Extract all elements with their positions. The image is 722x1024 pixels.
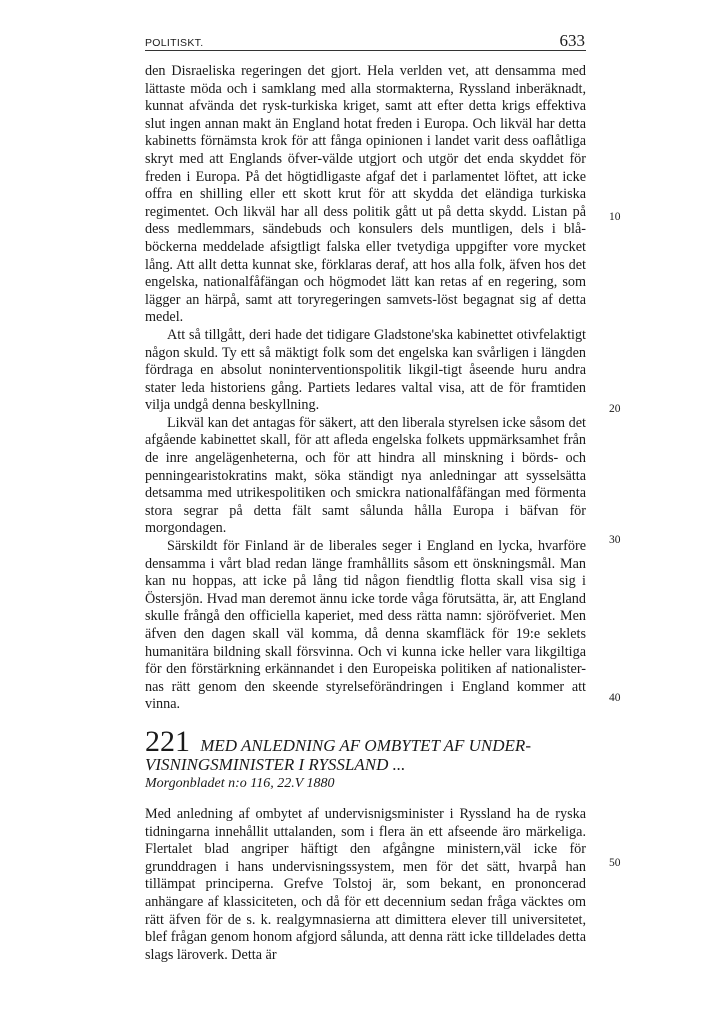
paragraph: Att så tillgått, deri hade det tidigare Gladstone'ska kabinettet otivfelaktigt någon skuld. Ty ett så mäktigt folk som det engelska kan svårligen i längden fördraga en absolut noninterventionspolitik likgil-tigt åseende huru andra stater leda historiens gång. Partiets ledares valtal visa, att de för framtiden vilja undgå denna beskyllning. [145, 326, 586, 414]
paragraph: Likväl kan det antagas för säkert, att den liberala styrelsen icke såsom det afgående kabinettet skall, för att afleda engelska folkets uppmärksamhet från de inre angelägenheterna, och för att hindra all minskning i börds- och penningearistokratins makt, söka ständigt nya anledningar att sysselsätta detsamma med utrikespolitiken och smickra nationalfåfängan med förmenta stora segrar på detta fält samt sålunda hålla Europa i bäfvan för morgondagen. [145, 414, 586, 537]
article-title-line [145, 725, 586, 758]
header-rule [145, 50, 586, 51]
article-number: 221 [145, 725, 190, 758]
line-number: 20 [609, 403, 621, 415]
line-number: 50 [609, 857, 621, 869]
paragraph: Särskildt för Finland är de liberales seger i England en lycka, hvarföre densamma i vårt blad redan länge framhållits såsom ett önskningsmål. Man kan nu hoppas, att icke på lång tid någon fiendtlig flotta skall visa sig i Östersjön. Hvad man deremot ännu icke torde våga förutsätta, är, att England skulle frångå den officiella kaperiet, med dess rätta namn: sjöröfveriet. Men äfven den dagen skall väl komma, då denna skamfläck för 19:e seklets humanitära bildning skall försvinna. Och vi kunna icke heller vara likgiltiga för den förstärkning erkännandet i den Europeiska politiken af nationalister-nas rätt genom den skeende styrelseförändringen i England kommer att vinna. [145, 538, 586, 713]
article-heading [145, 725, 586, 792]
body-text-bottom [145, 806, 586, 964]
page-number: 633 [559, 31, 585, 50]
line-number: 30 [609, 534, 621, 546]
running-head [145, 31, 585, 51]
paragraph: Med anledning af ombytet af undervisnigsminister i Ryssland ha de ryska tidningarna innehållit uttalanden, som i flera än ett afseende äro märkeliga. Flertalet blad angriper häftigt den afgångne ministern,väl icke för grunddragen i hans undervisningssystem, men för det sätt, hvarpå han tillämpat principerna. Grefve Tolstoj är, som bekant, en prononcerad anhängare af klassiciteten, och då för ett decennium sedan fråga väcktes om rätt äfven för de s. k. realgymnasierna att dimittera elever till universitetet, blef frågan genom honom afgjord sålunda, att denna rätt icke tilldelades detta slags läroverk. Detta är [145, 806, 586, 963]
paragraph: den Disraeliska regeringen det gjort. Hela verlden vet, att densamma med lättaste möda och i samklang med alla stormakterna, Ryssland inberäknadt, kunnat afvända det rysk-turkiska kriget, samt att efter detta krigs effektiva slut ingen annan makt än England hotat freden i Europa. Och likväl har detta kabinetts förnämsta krok för att fånga opinionen i landet varit dess oaflåtliga skryt med att Englands öfver-välde utgjort och utgör det enda skyddet för freden i Europa. På det högtidligaste afgaf det i parlamentet löftet, att icke offra en shilling eller ett skott krut för att skydda det eländiga turkiska regimentet. Och likväl har all dess politik gått ut på detta skydd. Listan på dess medlemmars, sändebuds och konsulers dels muntligen, dels i blå-böckerna meddelade afsigtligt falska eller tvetydiga uppgifter vore mycket lång. Att allt detta kunnat ske, förklaras deraf, att hos alla folk, äfven hos det engelska, nationalfåfängan och högmodet lätt kan retas af en regering, som lägger an härpå, samt att toryregeringen samvets-löst begagnat sig af detta medel. [145, 63, 586, 326]
body-text-top [145, 63, 586, 714]
article-title-continued: VISNINGSMINISTER I RYSSLAND ... [145, 755, 406, 774]
line-number: 40 [609, 692, 621, 704]
line-number: 10 [609, 211, 621, 223]
article-source: Morgonbladet n:o 116, 22.V 1880 [145, 776, 335, 791]
article-title: MED ANLEDNING AF OMBYTET AF UNDER- [200, 736, 531, 755]
section-name: POLITISKT. [145, 37, 204, 49]
